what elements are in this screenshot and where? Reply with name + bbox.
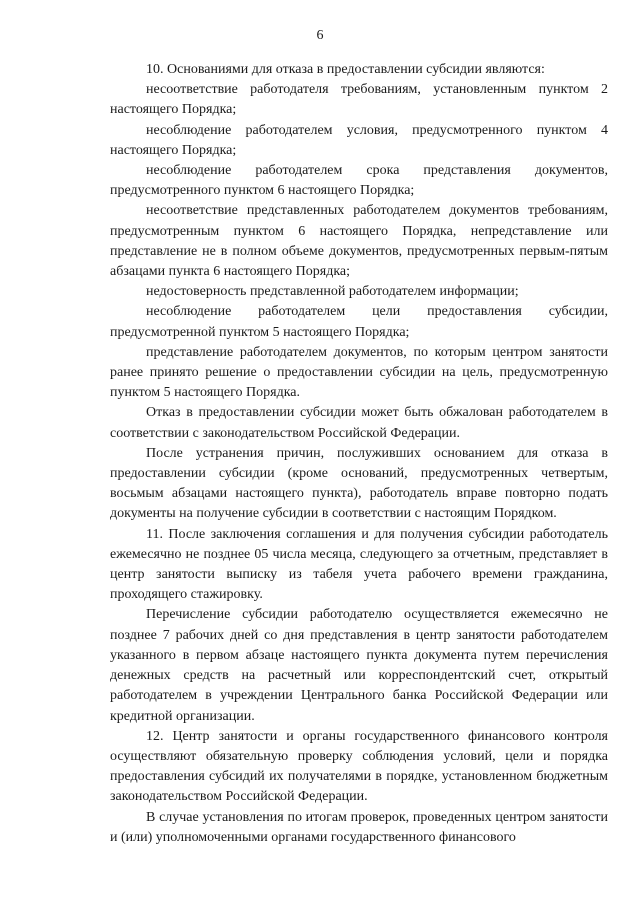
paragraph-reason-1: несоответствие работодателя требованиям, установленным пунктом 2 настоящего Порядка;: [110, 82, 608, 118]
paragraph-appeal: Отказ в предоставлении субсидии может быть обжалован работодателем в соответствии с законодательством Российской Федерации.: [110, 405, 608, 441]
paragraph-reason-7: представление работодателем документов, по которым центром занятости ранее принято решение о предоставлении субсидии на цель, предусмотренную пунктом 5 настоящего Порядка.: [110, 344, 608, 401]
paragraph-11: 11. После заключения соглашения и для получения субсидии работодатель ежемесячно не позднее 05 числа месяца, следующего за отчетным, представляет в центр занятости выписку из табеля учета рабочего времени гражданина, проходящего стажировку.: [110, 526, 608, 603]
paragraph-reason-3: несоблюдение работодателем срока представления документов, предусмотренного пунктом 6 настоящего Порядка;: [110, 163, 608, 199]
paragraph-reason-5: недостоверность представленной работодателем информации;: [146, 284, 519, 300]
paragraph-resubmission: После устранения причин, послуживших основанием для отказа в предоставлении субсидии (кроме оснований, предусмотренных четвертым, восьмым абзацами настоящего пункта), работодатель вправе повторно подать документы на получение субсидии в соответствии с настоящим Порядком.: [110, 445, 608, 522]
paragraph-reason-6: несоблюдение работодателем цели предоставления субсидии, предусмотренной пунктом 5 настоящего Порядка;: [110, 304, 608, 340]
paragraph-10-heading: 10. Основаниями для отказа в предоставлении субсидии являются:: [146, 62, 545, 77]
paragraph-transfer: Перечисление субсидии работодателю осуществляется ежемесячно не позднее 7 рабочих дней со дня представления в центр занятости работодателем указанного в первом абзаце настоящего пункта документа путем перечисления денежных средств на расчетный или корреспондентский счет, открытый работодателем в учреждении Центрального банка Российской Федерации или кредитной организации.: [110, 607, 608, 724]
paragraph-inspection: В случае установления по итогам проверок, проведенных центром занятости и (или) уполномоченными органами государственного финансового: [110, 809, 608, 845]
paragraph-12: 12. Центр занятости и органы государственного финансового контроля осуществляют обязательную проверку соблюдения условий, цели и порядка предоставления субсидий их получателями в порядке, установленном бюджетным законодательством Российской Федерации.: [110, 728, 608, 805]
paragraph-reason-2: несоблюдение работодателем условия, предусмотренного пунктом 4 настоящего Порядка;: [110, 122, 608, 158]
paragraph-reason-4: несоответствие представленных работодателем документов требованиям, предусмотренным пунктом 6 настоящего Порядка, непредставление или представление не в полном объеме документов, предусмотренных первым-пятым абзацами пункта 6 настоящего Порядка;: [110, 203, 608, 280]
page-number: 6: [316, 28, 324, 43]
document-body: [110, 60, 608, 848]
